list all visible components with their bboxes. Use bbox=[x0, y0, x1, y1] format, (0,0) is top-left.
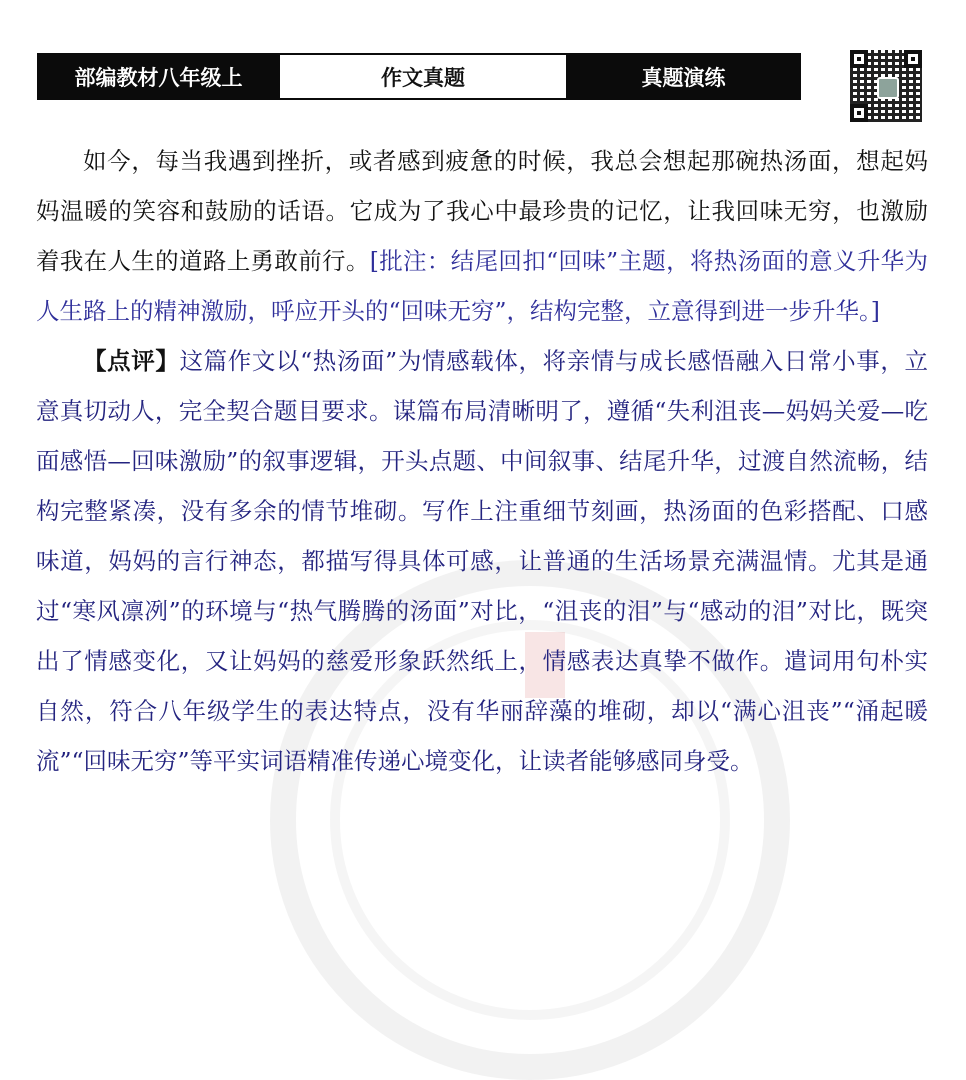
header-grade-label: 部编教材八年级上 bbox=[39, 55, 278, 98]
qr-finder-icon bbox=[850, 50, 868, 68]
document-body bbox=[36, 136, 928, 786]
header-practice-label: 真题演练 bbox=[568, 55, 799, 98]
header-section-title: 作文真题 bbox=[278, 55, 568, 98]
review-text: 这篇作文以“热汤面”为情感载体，将亲情与成长感悟融入日常小事，立意真切动人，完全契合题目要求。谋篇布局清晰明了，遵循“失利沮丧—妈妈关爱—吃面感悟—回味激励”的叙事逻辑，开头点题、中间叙事、结尾升华，过渡自然流畅，结构完整紧凑，没有多余的情节堆砌。写作上注重细节刻画，热汤面的色彩搭配、口感味道，妈妈的言行神态，都描写得具体可感，让普通的生活场景充满温情。尤其是通过“寒风凛冽”的环境与“热气腾腾的汤面”对比，“沮丧的泪”与“感动的泪”对比，既突出了情感变化，又让妈妈的慈爱形象跃然纸上，情感表达真挚不做作。遣词用句朴实自然，符合八年级学生的表达特点，没有华丽辞藻的堆砌，却以“满心沮丧”“涌起暖流”“回味无穷”等平实词语精准传递心境变化，让读者能够感同身受。 bbox=[36, 347, 929, 775]
qr-finder-icon bbox=[850, 104, 868, 122]
essay-annotation: [批注：结尾回扣“回味”主题，将热汤面的意义升华为人生路上的精神激励，呼应开头的“回味无穷”，结构完整，立意得到进一步升华。] bbox=[36, 247, 928, 325]
qr-finder-icon bbox=[904, 50, 922, 68]
essay-paragraph bbox=[36, 136, 928, 336]
qr-logo-icon bbox=[877, 77, 899, 99]
qr-code-icon bbox=[850, 50, 922, 122]
review-paragraph bbox=[36, 336, 928, 786]
review-label: 【点评】 bbox=[83, 347, 180, 375]
header-bar bbox=[37, 53, 801, 100]
essay-text: 如今，每当我遇到挫折，或者感到疲惫的时候，我总会想起那碗热汤面，想起妈妈温暖的笑容和鼓励的话语。它成为了我心中最珍贵的记忆，让我回味无穷，也激励着我在人生的道路上勇敢前行。 bbox=[36, 147, 928, 275]
